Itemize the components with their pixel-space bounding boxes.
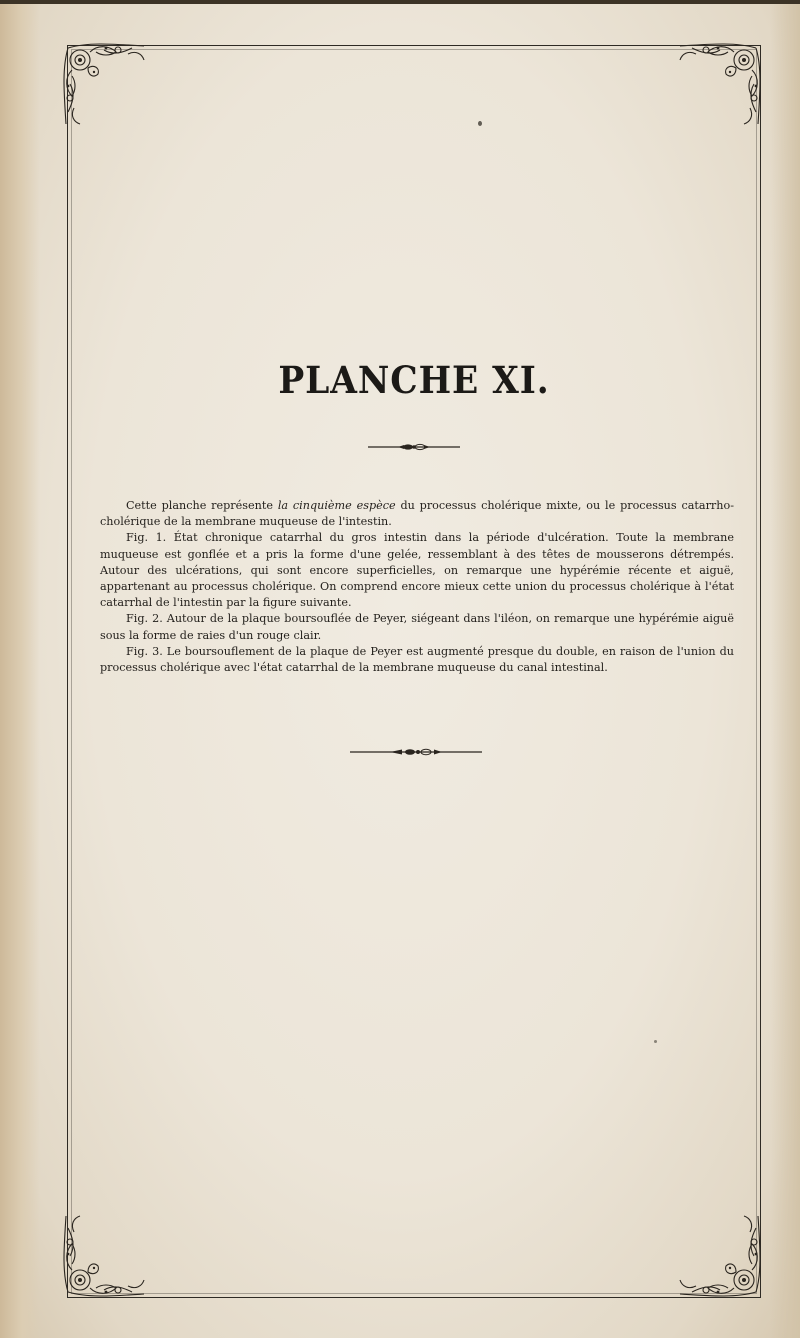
corner-ornament-top-right xyxy=(678,38,766,126)
scan-edge xyxy=(0,0,800,4)
page-title: PLANCHE XI. xyxy=(278,358,550,402)
ornamental-divider-top xyxy=(368,440,460,454)
emphasis-species: la cinquième espèce xyxy=(277,499,396,512)
paragraph-intro: Cette planche représente la cinquième espèce du processus cholérique mixte, ou le processus catarrho-cholérique de la membrane muqueuse de l'intestin. xyxy=(100,499,734,529)
corner-ornament-bottom-left xyxy=(58,1214,146,1302)
corner-ornament-top-left xyxy=(58,38,146,126)
corner-ornament-bottom-right xyxy=(678,1214,766,1302)
paragraph-fig-1: Fig. 1. État chronique catarrhal du gros intestin dans la période d'ulcération. Toute la membrane muqueuse est gonflée et a pris la forme d'une gelée, ressemblant à des têtes de mousserons détrempés. Autour des ulcérations, qui sont encore superficielles, on remarque une hypérémie récente et aiguë, appartenant au processus cholérique. On comprend encore mieux cette union du processus cholérique à l'état catarrhal de l'intestin par la figure suivante. xyxy=(100,531,734,610)
ornamental-divider-bottom xyxy=(350,745,482,759)
paragraph-fig-3: Fig. 3. Le boursouflement de la plaque de Peyer est augmenté presque du double, en raison de l'union du processus cholérique avec l'état catarrhal de la membrane muqueuse du canal intestinal. xyxy=(100,644,734,675)
plate-description xyxy=(100,498,734,676)
paragraph-fig-2: Fig. 2. Autour de la plaque boursouflée de Peyer, siégeant dans l'iléon, on remarque une hypérémie aiguë sous la forme de raies d'un rouge clair. xyxy=(100,612,734,642)
